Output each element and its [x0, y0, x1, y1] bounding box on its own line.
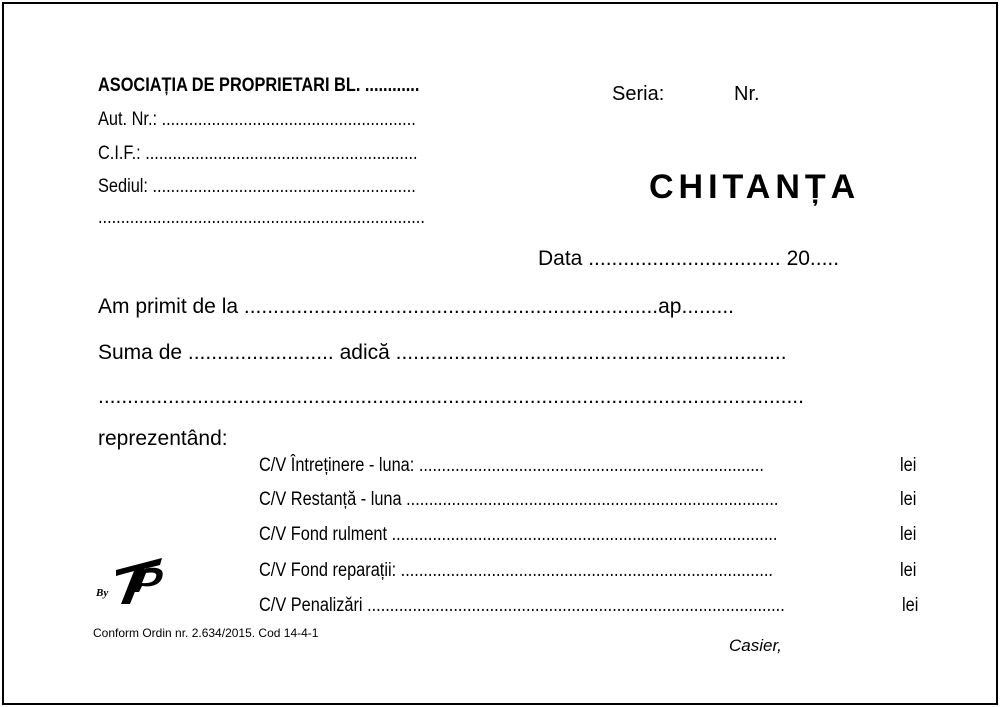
association-name-line: ASOCIAȚIA DE PROPRIETARI BL. ............ [98, 75, 420, 96]
aut-nr-line: Aut. Nr.: ........................................................ [98, 109, 416, 130]
publisher-logo [96, 556, 170, 608]
address-extra-line: ........................................................................ [98, 207, 425, 228]
sediu-line: Sediul: .......................................................... [98, 176, 416, 197]
item-intretinere: C/V Întreținere - luna: ............................................................................ [259, 455, 764, 476]
date-line: Data ................................. 20..... [538, 247, 840, 270]
cif-line: C.I.F.: ............................................................ [98, 143, 418, 164]
item-penalizari-unit: lei [902, 595, 919, 616]
item-fond-rulment: C/V Fond rulment ..................................................................................... [259, 524, 778, 545]
item-fond-reparatii: C/V Fond reparații: .................................................................................. [259, 560, 773, 581]
receipt-title: CHITANȚA [649, 168, 861, 206]
received-from-line: Am primit de la .......................................................................ap......... [98, 295, 734, 318]
logo-by-text: By [96, 587, 109, 599]
seria-label: Seria: [612, 83, 665, 105]
sum-line: Suma de ......................... adică ................................................................... [98, 341, 787, 364]
item-penalizari: C/V Penalizări ............................................................................................ [259, 595, 785, 616]
representing-label: reprezentând: [98, 427, 228, 450]
item-fond-rulment-unit: lei [900, 524, 917, 545]
item-fond-reparatii-unit: lei [900, 560, 917, 581]
item-restanta: C/V Restanță - luna .................................................................................. [259, 489, 779, 510]
item-intretinere-unit: lei [900, 455, 917, 476]
cashier-label: Casier, [729, 636, 782, 655]
sum-dots-line: ......................................................................................................................... [98, 385, 804, 408]
nr-label: Nr. [734, 83, 760, 105]
order-reference: Conform Ordin nr. 2.634/2015. Cod 14-4-1 [93, 626, 319, 640]
item-restanta-unit: lei [900, 489, 917, 510]
